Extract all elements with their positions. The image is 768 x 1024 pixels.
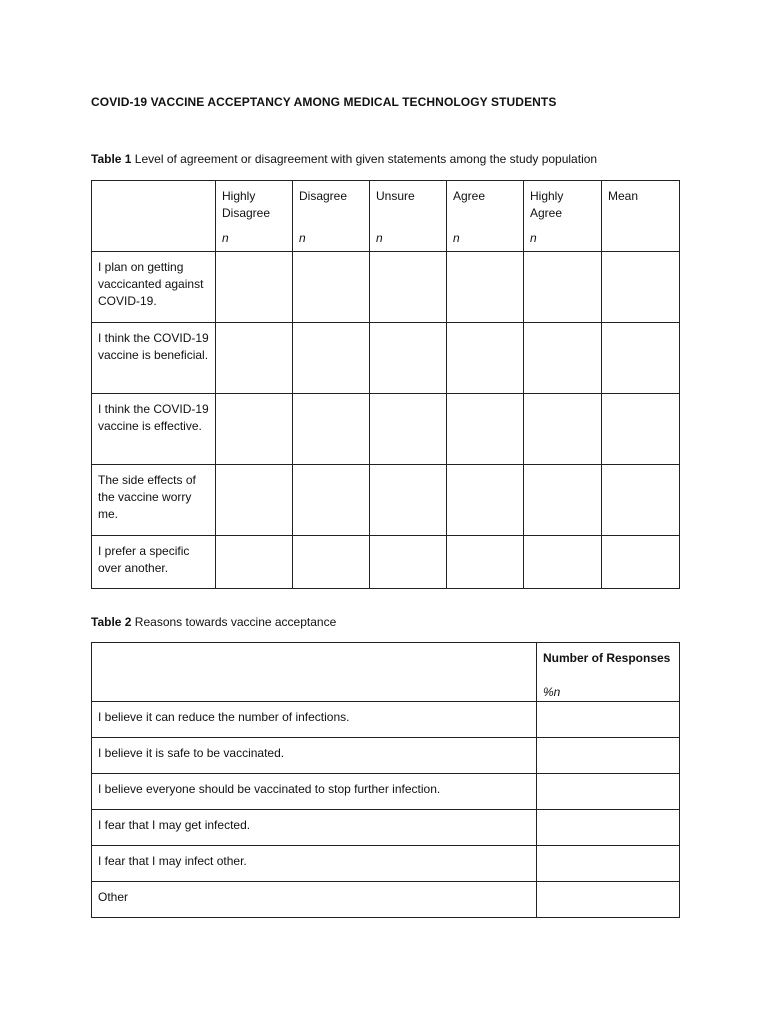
column-header-sub: n [299, 231, 306, 245]
response-count-cell[interactable] [537, 738, 680, 774]
response-cell[interactable] [447, 465, 524, 536]
responses-header-sub: %n [543, 685, 561, 699]
response-count-cell[interactable] [537, 702, 680, 738]
response-cell[interactable] [216, 465, 293, 536]
mean-cell[interactable] [602, 323, 680, 394]
column-header-unsure [370, 181, 447, 252]
response-cell[interactable] [524, 394, 602, 465]
column-header-label: Highly Disagree [222, 189, 271, 220]
reason-cell: I believe everyone should be vaccinated to stop further infection. [92, 774, 537, 810]
reason-cell: Other [92, 882, 537, 918]
statement-cell: I plan on getting vaccicanted against COVID-19. [92, 252, 216, 323]
response-count-cell[interactable] [537, 882, 680, 918]
table-row [92, 702, 680, 738]
column-header-label: Disagree [299, 189, 348, 203]
statement-cell: I prefer a specific over another. [92, 536, 216, 589]
column-header-label: Unsure [376, 189, 415, 203]
table1-caption [91, 152, 597, 166]
column-header-agree [447, 181, 524, 252]
mean-cell[interactable] [602, 252, 680, 323]
response-cell[interactable] [370, 465, 447, 536]
column-header-mean [602, 181, 680, 252]
response-count-cell[interactable] [537, 774, 680, 810]
column-header-sub: n [453, 231, 460, 245]
response-cell[interactable] [447, 394, 524, 465]
column-header-disagree [293, 181, 370, 252]
table-row [92, 252, 680, 323]
table-row [92, 738, 680, 774]
response-cell[interactable] [293, 323, 370, 394]
response-count-cell[interactable] [537, 810, 680, 846]
mean-cell[interactable] [602, 536, 680, 589]
column-header-highly-disagree [216, 181, 293, 252]
statement-cell: The side effects of the vaccine worry me. [92, 465, 216, 536]
reasons-table [91, 642, 680, 918]
table2-header-row [92, 643, 680, 702]
table2-caption-label: Table 2 [91, 615, 132, 629]
table-row [92, 536, 680, 589]
table-row [92, 323, 680, 394]
response-cell[interactable] [216, 323, 293, 394]
table-row [92, 394, 680, 465]
response-cell[interactable] [524, 323, 602, 394]
table1-corner-cell [92, 181, 216, 252]
table-row [92, 882, 680, 918]
response-cell[interactable] [370, 323, 447, 394]
response-cell[interactable] [216, 536, 293, 589]
statement-cell: I think the COVID-19 vaccine is beneficial. [92, 323, 216, 394]
column-header-sub: n [376, 231, 383, 245]
table-row [92, 774, 680, 810]
column-header-sub: n [530, 231, 537, 245]
table-row [92, 846, 680, 882]
response-cell[interactable] [293, 536, 370, 589]
response-cell[interactable] [293, 252, 370, 323]
table-row [92, 465, 680, 536]
table1-caption-label: Table 1 [91, 152, 132, 166]
column-header-label: Agree [453, 189, 486, 203]
response-cell[interactable] [293, 465, 370, 536]
agreement-table [91, 180, 680, 589]
response-cell[interactable] [370, 252, 447, 323]
table1-header-row [92, 181, 680, 252]
response-cell[interactable] [524, 465, 602, 536]
response-cell[interactable] [216, 252, 293, 323]
response-cell[interactable] [524, 536, 602, 589]
reason-cell: I fear that I may infect other. [92, 846, 537, 882]
reason-cell: I believe it can reduce the number of infections. [92, 702, 537, 738]
column-header-highly-agree [524, 181, 602, 252]
responses-header-cell [537, 643, 680, 702]
mean-cell[interactable] [602, 465, 680, 536]
response-cell[interactable] [447, 536, 524, 589]
responses-header-label: Number of Responses [543, 651, 671, 665]
column-header-label: Mean [608, 189, 639, 203]
column-header-sub: n [222, 231, 229, 245]
mean-cell[interactable] [602, 394, 680, 465]
table-row [92, 810, 680, 846]
table2-caption-text: Reasons towards vaccine acceptance [131, 615, 337, 629]
response-cell[interactable] [216, 394, 293, 465]
response-cell[interactable] [293, 394, 370, 465]
column-header-label: Highly Agree [530, 189, 564, 220]
document-title: COVID-19 VACCINE ACCEPTANCY AMONG MEDICAL TECHNOLOGY STUDENTS [91, 95, 557, 109]
table2-corner-cell [92, 643, 537, 702]
response-cell[interactable] [447, 252, 524, 323]
reason-cell: I fear that I may get infected. [92, 810, 537, 846]
response-cell[interactable] [524, 252, 602, 323]
response-cell[interactable] [370, 536, 447, 589]
table2-caption [91, 615, 336, 629]
table1-caption-text: Level of agreement or disagreement with given statements among the study population [131, 152, 598, 166]
reason-cell: I believe it is safe to be vaccinated. [92, 738, 537, 774]
response-cell[interactable] [370, 394, 447, 465]
response-count-cell[interactable] [537, 846, 680, 882]
statement-cell: I think the COVID-19 vaccine is effective. [92, 394, 216, 465]
response-cell[interactable] [447, 323, 524, 394]
